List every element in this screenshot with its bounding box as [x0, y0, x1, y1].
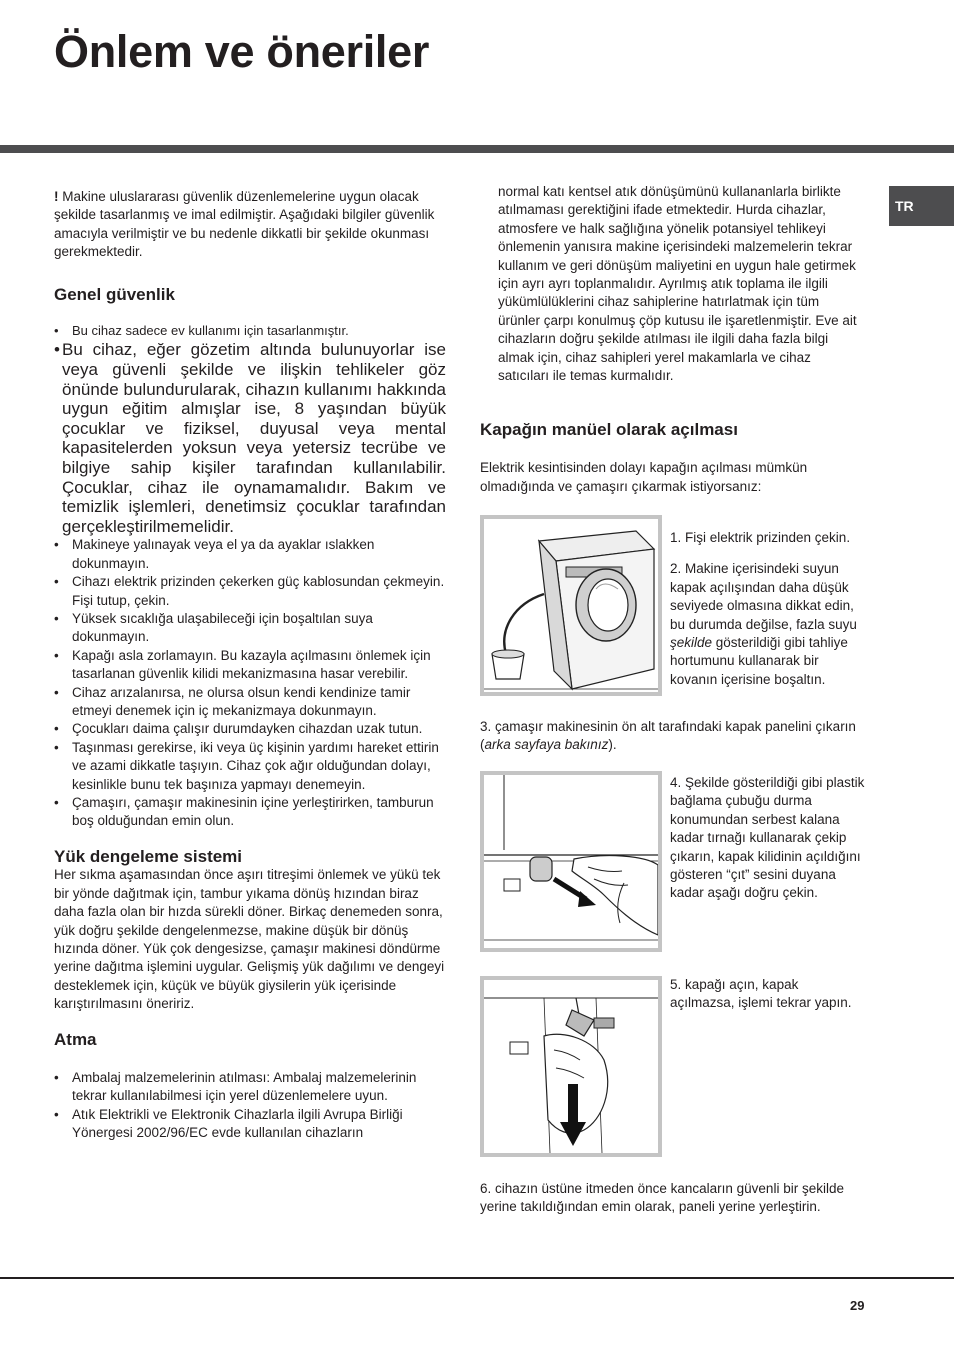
step-5-text: 5. kapağı açın, kapak açılmazsa, işlemi tekrar yapın.: [670, 977, 852, 1011]
step-2: 2. Makine içerisindeki suyun kapak açılışından daha düşük seviyede olmasına dikkat edin, bu durumda değilse, fazla suyu şekilde gösterildiği gibi tahliye hortumunu kullanarak bir kovanın içerisine boşaltın.: [670, 561, 857, 687]
list-item: • Bu cihaz sadece ev kullanımı için tasarlanmıştır.: [54, 322, 446, 340]
atma-list: [54, 1069, 446, 1143]
step-1: 1. Fişi elektrik prizinden çekin.: [670, 529, 851, 545]
list-item: • Cihazı elektrik prizinden çekerken güç kablosundan çekmeyin. Fişi tutup, çekin.: [54, 573, 446, 610]
section-heading-kapak: Kapağın manüel olarak açılması: [480, 420, 738, 439]
list-item: • Kapağı asla zorlamayın. Bu kazayla açılmasını önlemek için tasarlanan güvenlik kilidi mekanizmasına hasar verebilir.: [54, 647, 446, 684]
figure-pull-down: [480, 976, 662, 1157]
left-column: [54, 188, 446, 1143]
list-item: • Taşınması gerekirse, iki veya üç kişinin yardımı hareket ettirin ve azami dikkatle taşıyın. Cihaz çok ağır olduğundan dolayı, kesinlikle bunu tek başınıza yapmayı denemeyin.: [54, 739, 446, 794]
header-divider: [0, 145, 954, 153]
page-number: 29: [850, 1298, 865, 1313]
intro-paragraph: ! Makine uluslararası güvenlik düzenlemelerine uygun olacak şekilde tasarlanmış ve imal edilmiştir. Aşağıdaki bilgiler güvenlik amacıyla verilmiştir ve bu nedenle dikkatli bir şekilde okunması gerekmektedir.: [54, 189, 435, 260]
figure-pull-lever: [480, 771, 662, 952]
yuk-paragraph: Her sıkma aşamasından önce aşırı titreşimi önlemek ve yükü tek bir yönde dağıtmak için, tambur yıkama dönüş hızından biraz daha fazla olan bir hızda sürekli döner. Birkaç denemeden sonra, yük doğru şekilde dengelenmezse, makine düşük bir dönüş hızında döner. Yük çok dengesizse, çamaşır makinesi döndürme yerine dağıtma işlemini uygular. Gelişmiş yük dağılımı ve dengeyi desteklemek için, küçük ve büyük giysilerin yük içerisinde karıştırılmasını öneririz.: [54, 867, 445, 1012]
pull-lever-illustration: [484, 775, 658, 948]
page-title: Önlem ve öneriler: [54, 26, 430, 77]
warning-mark: !: [54, 189, 59, 204]
list-item: • Cihaz arızalanırsa, ne olursa olsun kendi kendinize tamir etmeyi denemek için iç mekanizmaya dokunmayın.: [54, 684, 446, 721]
section-heading-atma: Atma: [54, 1029, 97, 1049]
section-heading-genel: Genel güvenlik: [54, 284, 175, 304]
list-item: • Makineye yalınayak veya el ya da ayaklar ıslakken dokunmayın.: [54, 536, 446, 573]
kapak-intro: Elektrik kesintisinden dolayı kapağın açılması mümkün olmadığında ve çamaşırı çıkarmak istiyorsanız:: [480, 460, 808, 494]
genel-list: [54, 322, 446, 831]
pull-down-illustration: [484, 980, 658, 1153]
right-column: [498, 183, 864, 385]
kapak-section: [480, 421, 864, 496]
list-item: • Çamaşırı, çamaşır makinesinin içine yerleştirirken, tamburun boş olduğundan emin olun.: [54, 794, 446, 831]
step-4-text: 4. Şekilde gösterildiği gibi plastik bağlama çubuğu durma konumundan serbest kalana kadar tırnağı kullanarak çekip çıkarın, kapak kilidinin açıldığını gösteren “çıt” sesini duyana kadar aşağı doğru çekin.: [670, 775, 865, 901]
list-item: • Yüksek sıcaklığa ulaşabileceği için boşaltılan suya dokunmayın.: [54, 610, 446, 647]
step-1-2: [670, 515, 866, 703]
step-6: 6. cihazın üstüne itmeden önce kancaların güvenli bir şekilde yerine takıldığından emin olarak, paneli yerine yerleştirin.: [480, 1181, 844, 1215]
step-3: 3. çamaşır makinesinin ön alt tarafındaki kapak panelini çıkarın (arka sayfaya bakınız).: [480, 719, 856, 753]
language-tab: TR: [889, 186, 954, 226]
list-item-emphasis: • Bu cihaz, eğer gözetim altında bulunuyorlar ise veya güvenli şekilde ve ilişkin tehlikeler göz önünde bulundurularak, cihazın kullanımı hakkında uygun eğitim almışlar ise, 8 yaşından büyük çocuklar ve fiziksel, duyusal veya mental kapasitelerden yoksun veya yetersiz tecrübe ve bilgiye sahip kişiler tarafından kullanılabilir. Çocuklar, cihaz ile oynamamalıdır. Bakım ve temizlik işlemleri, denetimsiz çocuklar tarafından gerçekleştirilmemelidir.: [54, 340, 446, 536]
footer-divider: [0, 1277, 954, 1279]
list-item: • Çocukları daima çalışır durumdayken cihazdan uzak tutun.: [54, 720, 446, 738]
list-item: • Ambalaj malzemelerinin atılması: Ambalaj malzemelerinin tekrar kullanılabilmesi için yerel düzenlemelere uyun.: [54, 1069, 446, 1106]
atma-continued: normal katı kentsel atık dönüşümünü kullananlarla birlikte atılmaması gerektiğini ifade etmektedir. Hurda cihazlar, atmosfere ve halk sağlığına yönelik potansiyel tehlikeyi önlemenin yanısıra makine içerisindeki malzemelerin tekrar kullanım ve geri dönüşüm maliyetini en uygun hale getirmek için ayrı ayrı toplanmalıdır. Ayrılmış atık toplama ile ilgili yükümlülüklerini cihaz sahiplerine hatırlatmak için tüm ürünler çarpı konulmuş çöp kutusu ile işaretlenmiştir. Eve ait cihazların doğru şekilde atılması ile ilgili daha fazla bilgi almak için, cihaz sahipleri yerel makamlarla ve cihaz satıcıları ile temas kurmalıdır.: [498, 184, 857, 384]
figure-drain-washer: [480, 515, 662, 696]
list-item: • Atık Elektrikli ve Elektronik Cihazlarla ilgili Avrupa Birliği Yönergesi 2002/96/EC evde kullanılan cihazların: [54, 1106, 446, 1143]
section-heading-yuk: Yük dengeleme sistemi: [54, 846, 243, 866]
washer-drain-illustration: [484, 519, 658, 692]
